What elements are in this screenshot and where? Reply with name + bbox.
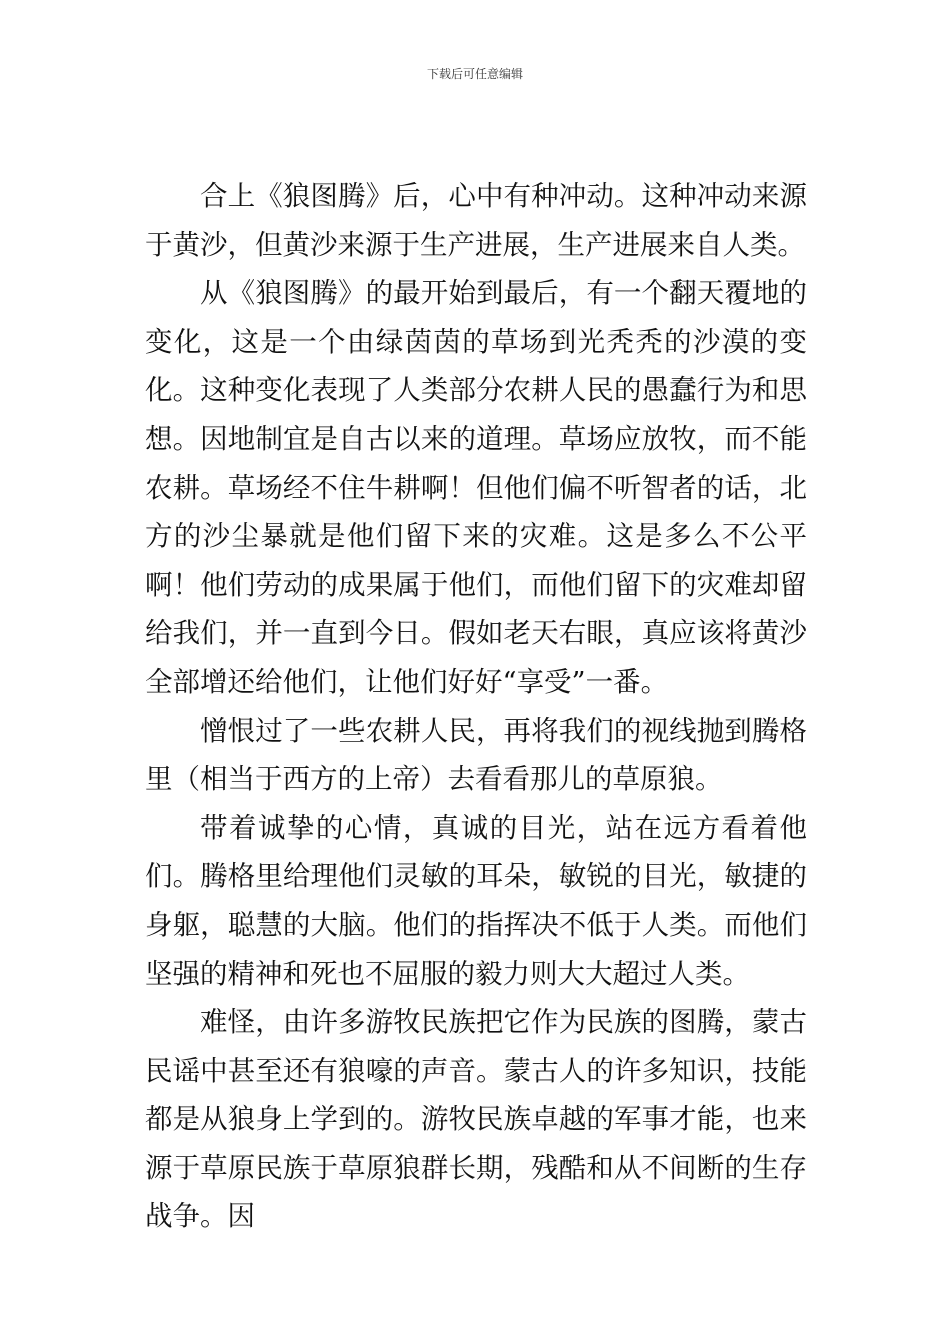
paragraph: 难怪，由许多游牧民族把它作为民族的图腾，蒙古民谣中甚至还有狼嚎的声音。蒙古人的许多知识，技能都是从狼身上学到的。游牧民族卓越的军事才能，也来源于草原民族于草原狼群长期，残酷和从不间断的生存战争。因 xyxy=(145,1006,807,1233)
paragraph: 憎恨过了一些农耕人民，再将我们的视线抛到腾格里（相当于西方的上帝）去看看那儿的草原狼。 xyxy=(145,714,807,796)
document-body xyxy=(145,172,807,1241)
page-header: 下载后可任意编辑 xyxy=(426,67,523,81)
paragraph: 从《狼图腾》的最开始到最后，有一个翻天覆地的变化，这是一个由绿茵茵的草场到光秃秃的沙漠的变化。这种变化表现了人类部分农耕人民的愚蠢行为和思想。因地制宜是自古以来的道理。草场应放牧，而不能农耕。草场经不住牛耕啊！但他们偏不听智者的话，北方的沙尘暴就是他们留下来的灾难。这是多么不公平啊！他们劳动的成果属于他们，而他们留下的灾难却留给我们，并一直到今日。假如老天右眼，真应该将黄沙全部增还给他们，让他们好好“享受”一番。 xyxy=(145,277,807,698)
paragraph: 带着诚挚的心情，真诚的目光，站在远方看着他们。腾格里给理他们灵敏的耳朵，敏锐的目光，敏捷的身躯，聪慧的大脑。他们的指挥决不低于人类。而他们坚强的精神和死也不屈服的毅力则大大超过人类。 xyxy=(145,811,807,990)
paragraph: 合上《狼图腾》后，心中有种冲动。这种冲动来源于黄沙，但黄沙来源于生产进展，生产进展来自人类。 xyxy=(145,180,807,261)
